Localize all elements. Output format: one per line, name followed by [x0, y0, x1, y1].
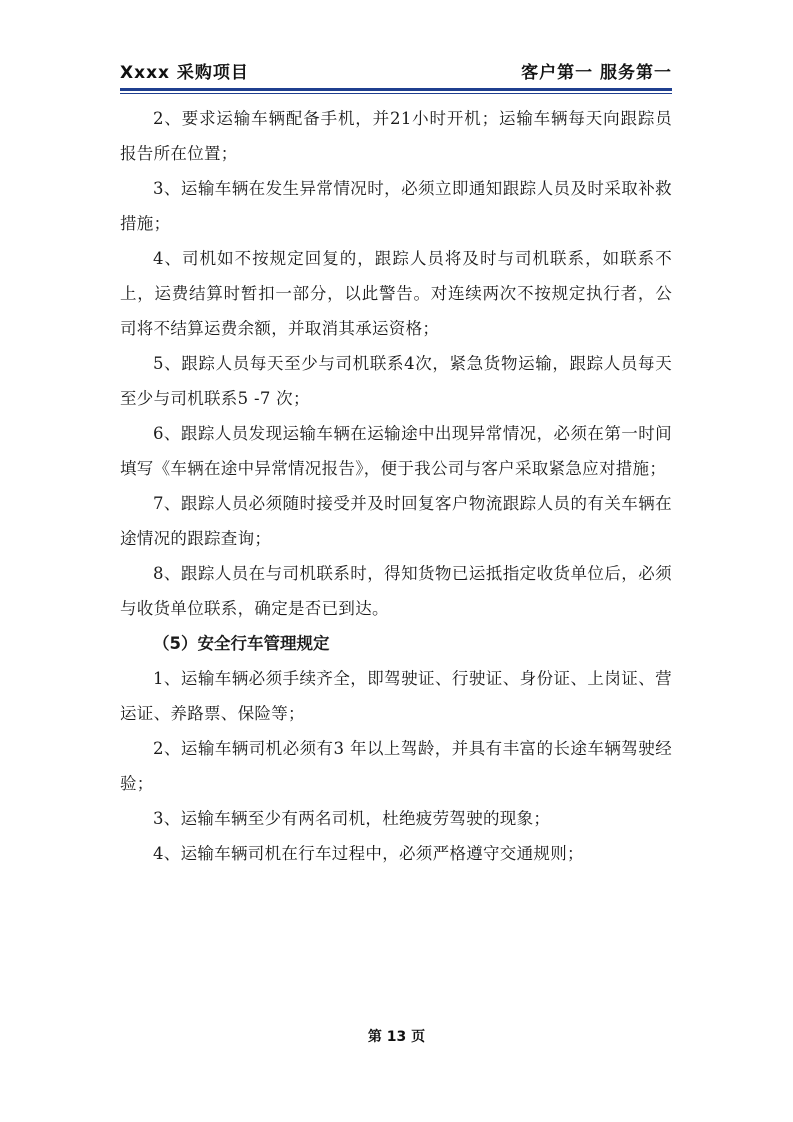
page-header: [120, 56, 672, 86]
section-heading: （5）安全行车管理规定: [153, 634, 330, 653]
header-rule-thin: [120, 93, 672, 94]
paragraph: 3、运输车辆在发生异常情况时，必须立即通知跟踪人员及时采取补救措施；: [120, 179, 672, 233]
document-body: [120, 101, 672, 871]
paragraph: 1、运输车辆必须手续齐全，即驾驶证、行驶证、身份证、上岗证、营运证、养路票、保险等；: [120, 669, 672, 723]
paragraph: 4、运输车辆司机在行车过程中，必须严格遵守交通规则；: [153, 844, 584, 863]
paragraph: 5、跟踪人员每天至少与司机联系4次，紧急货物运输，跟踪人员每天至少与司机联系5 -7 次；: [120, 354, 672, 408]
paragraph: 6、跟踪人员发现运输车辆在运输途中出现异常情况，必须在第一时间填写《车辆在途中异常情况报告》，便于我公司与客户采取紧急应对措施；: [120, 424, 672, 478]
paragraph: 4、司机如不按规定回复的，跟踪人员将及时与司机联系，如联系不上，运费结算时暂扣一部分，以此警告。对连续两次不按规定执行者，公司将不结算运费余额，并取消其承运资格；: [120, 249, 672, 338]
header-slogan: 客户第一 服务第一: [521, 63, 672, 83]
header-project-title: Xxxx 采购项目: [120, 63, 249, 83]
paragraph: 8、跟踪人员在与司机联系时，得知货物已运抵指定收货单位后，必须与收货单位联系，确定是否已到达。: [120, 564, 672, 618]
paragraph: 2、运输车辆司机必须有3 年以上驾龄，并具有丰富的长途车辆驾驶经验；: [120, 739, 672, 793]
page-number: 第 13 页: [367, 1029, 426, 1045]
paragraph: 3、运输车辆至少有两名司机，杜绝疲劳驾驶的现象；: [153, 809, 551, 828]
header-rule-thick: [120, 88, 672, 91]
paragraph: 7、跟踪人员必须随时接受并及时回复客户物流跟踪人员的有关车辆在途情况的跟踪查询；: [120, 494, 672, 548]
paragraph: 2、要求运输车辆配备手机，并21小时开机；运输车辆每天向跟踪员报告所在位置；: [120, 109, 672, 163]
